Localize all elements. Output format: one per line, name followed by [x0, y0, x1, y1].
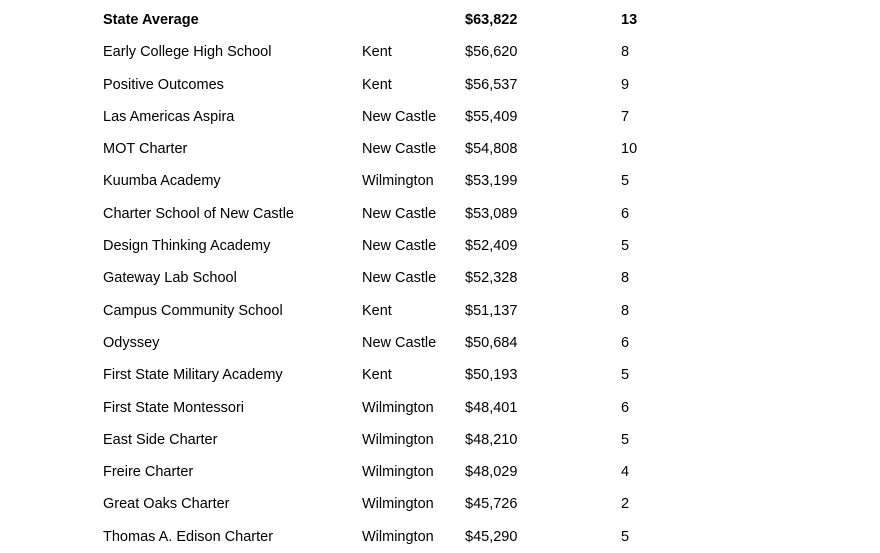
school-location: Kent — [362, 367, 392, 384]
school-location: New Castle — [362, 270, 437, 287]
average-salary: $53,089 — [465, 205, 518, 222]
table-row — [0, 69, 880, 101]
years-value: 9 — [621, 76, 630, 93]
school-name: East Side Charter — [103, 431, 218, 448]
table-row — [0, 424, 880, 456]
years-value: 8 — [621, 302, 630, 319]
average-salary: $56,537 — [465, 76, 518, 93]
years-value: 8 — [621, 270, 630, 287]
school-location: New Castle — [362, 238, 437, 255]
school-location: Wilmington — [362, 496, 434, 513]
average-salary: $50,193 — [465, 367, 518, 384]
table-row — [0, 133, 880, 165]
years-value: 5 — [621, 431, 630, 448]
school-name: Campus Community School — [103, 302, 283, 319]
school-location: New Castle — [362, 141, 437, 158]
school-location: New Castle — [362, 205, 437, 222]
table-row — [0, 101, 880, 133]
school-name: Early College High School — [103, 44, 272, 61]
table-row — [0, 456, 880, 488]
school-location: Kent — [362, 76, 392, 93]
state-average-row — [0, 4, 880, 36]
years-value: 7 — [621, 108, 630, 125]
average-salary: $55,409 — [465, 108, 518, 125]
years-value: 4 — [621, 464, 630, 481]
school-name: Odyssey — [103, 334, 160, 351]
table-row — [0, 488, 880, 520]
school-name: First State Military Academy — [103, 367, 283, 384]
average-salary: $63,822 — [465, 12, 518, 28]
average-salary: $50,684 — [465, 334, 518, 351]
table-row — [0, 521, 880, 553]
years-value: 6 — [621, 334, 630, 351]
average-salary: $52,409 — [465, 238, 518, 255]
years-value: 10 — [621, 141, 638, 158]
average-salary: $56,620 — [465, 44, 518, 61]
school-name: MOT Charter — [103, 141, 188, 158]
average-salary: $53,199 — [465, 173, 518, 190]
school-name: Kuumba Academy — [103, 173, 221, 190]
average-salary: $45,726 — [465, 496, 518, 513]
years-value: 6 — [621, 205, 630, 222]
school-name: First State Montessori — [103, 399, 245, 416]
school-location: Kent — [362, 44, 392, 61]
table-row — [0, 262, 880, 294]
years-value: 5 — [621, 528, 630, 545]
years-value: 5 — [621, 367, 630, 384]
average-salary: $48,029 — [465, 464, 518, 481]
average-salary: $48,401 — [465, 399, 518, 416]
average-salary: $52,328 — [465, 270, 518, 287]
school-location: Wilmington — [362, 399, 434, 416]
school-location: Kent — [362, 302, 392, 319]
years-value: 13 — [621, 12, 638, 28]
school-location: Wilmington — [362, 173, 434, 190]
school-name: Las Americas Aspira — [103, 108, 235, 125]
school-location: Wilmington — [362, 464, 434, 481]
table-row — [0, 392, 880, 424]
table-row — [0, 295, 880, 327]
table-row — [0, 198, 880, 230]
average-salary: $45,290 — [465, 528, 518, 545]
table-row — [0, 327, 880, 359]
school-location: New Castle — [362, 334, 437, 351]
years-value: 2 — [621, 496, 630, 513]
table-row — [0, 165, 880, 197]
table-row — [0, 359, 880, 391]
salary-table — [0, 4, 880, 553]
school-name: Thomas A. Edison Charter — [103, 528, 274, 545]
school-name: Gateway Lab School — [103, 270, 237, 287]
school-name: Positive Outcomes — [103, 76, 224, 93]
table-row — [0, 36, 880, 68]
table-row — [0, 230, 880, 262]
years-value: 5 — [621, 173, 630, 190]
school-name: Great Oaks Charter — [103, 496, 230, 513]
school-name: Design Thinking Academy — [103, 238, 271, 255]
school-name: State Average — [103, 12, 199, 28]
average-salary: $48,210 — [465, 431, 518, 448]
average-salary: $54,808 — [465, 141, 518, 158]
school-location: New Castle — [362, 108, 437, 125]
years-value: 8 — [621, 44, 630, 61]
school-rows — [0, 36, 880, 553]
school-name: Charter School of New Castle — [103, 205, 294, 222]
school-name: Freire Charter — [103, 464, 194, 481]
average-salary: $51,137 — [465, 302, 518, 319]
years-value: 5 — [621, 238, 630, 255]
years-value: 6 — [621, 399, 630, 416]
school-location: Wilmington — [362, 528, 434, 545]
school-location: Wilmington — [362, 431, 434, 448]
